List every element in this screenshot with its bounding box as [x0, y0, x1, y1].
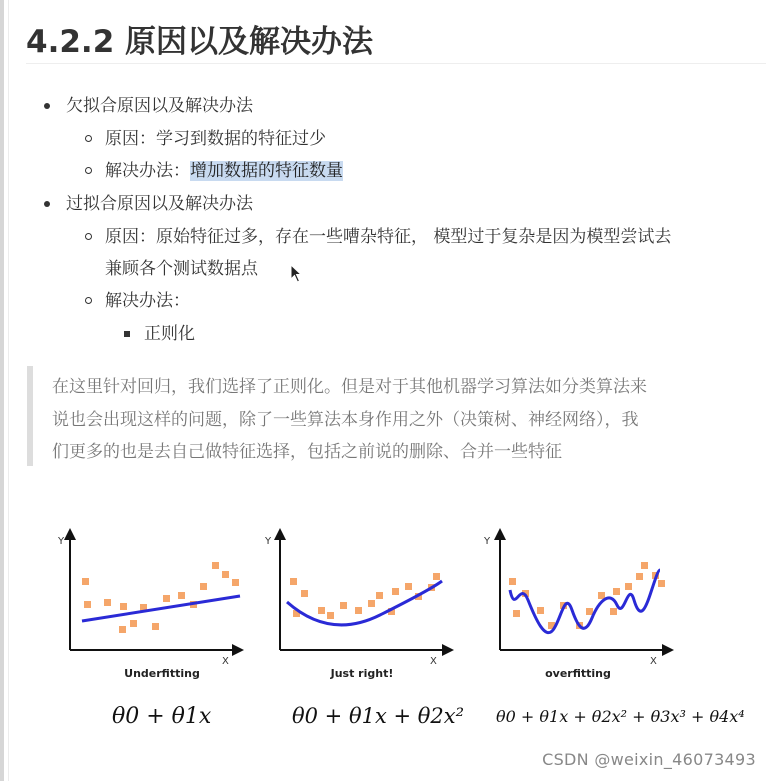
fit-curve: [287, 581, 442, 625]
mouse-cursor-icon: [290, 264, 304, 284]
bullet-circle: [85, 167, 92, 174]
blockquote-line-3: 们更多的也是去自己做特征选择，包括之前说的删除、合并一些特征: [52, 442, 562, 462]
x-axis-letter: X: [222, 656, 229, 667]
bullet-square: [124, 331, 130, 337]
list-item-underfit: 欠拟合原因以及解决办法: [66, 96, 253, 116]
formula-underfitting: [112, 704, 211, 729]
x-axis-letter: X: [430, 656, 437, 667]
csdn-watermark: CSDN @weixin_46073493: [542, 750, 756, 769]
formula-text: θ0 + θ1x: [112, 704, 212, 729]
underfit-solution: [105, 160, 343, 182]
panel-underfitting: [57, 534, 240, 680]
blockquote-bar: [27, 366, 33, 466]
underfit-solution-prefix: 解决办法：: [105, 161, 190, 181]
section-heading: 4.2.2 原因以及解决办法: [26, 24, 374, 60]
formula-text: θ0 + θ1x + θ2x²: [292, 704, 465, 728]
formula-just-right: [292, 704, 464, 728]
caption-underfitting: Underfitting: [124, 667, 200, 680]
blockquote-line-1: 在这里针对回归，我们选择了正则化。但是对于其他机器学习算法如分类算法来: [52, 377, 647, 397]
data-points: [509, 562, 665, 629]
overfit-solution: 解决办法：: [105, 291, 190, 311]
bullet-dot: [44, 103, 50, 109]
underfit-reason: 原因：学习到数据的特征过少: [105, 129, 326, 149]
panel-just-right: [264, 534, 448, 680]
overfit-reason-line1: 原因：原始特征过多，存在一些嘈杂特征， 模型过于复杂是因为模型尝试去: [105, 227, 672, 247]
heading-divider: [26, 63, 766, 64]
blockquote-line-2: 说也会出现这样的问题，除了一些算法本身作用之外（决策树、神经网络），我: [52, 410, 639, 430]
bullet-circle: [85, 233, 92, 240]
bullet-circle: [85, 297, 92, 304]
panel-overfitting: [483, 534, 668, 680]
formula-text: θ0 + θ1x + θ2x² + θ3x³ + θ4x⁴: [496, 707, 745, 726]
overfit-reason-line2: 兼顾各个测试数据点: [105, 259, 258, 279]
bullet-circle: [85, 135, 92, 142]
bullet-dot: [44, 201, 50, 207]
x-axis-letter: X: [650, 656, 657, 667]
fitting-figure: [0, 500, 772, 700]
y-axis-letter: Y: [484, 536, 491, 547]
caption-just-right: Just right!: [330, 667, 394, 680]
overfit-method: 正则化: [144, 324, 195, 344]
formula-overfitting: [496, 707, 745, 726]
underfit-solution-highlight[interactable]: 增加数据的特征数量: [190, 161, 343, 181]
list-item-overfit: 过拟合原因以及解决办法: [66, 194, 253, 214]
y-axis-letter: Y: [265, 536, 272, 547]
caption-overfitting: overfitting: [545, 667, 611, 680]
data-points: [82, 562, 239, 633]
y-axis-letter: Y: [58, 536, 65, 547]
